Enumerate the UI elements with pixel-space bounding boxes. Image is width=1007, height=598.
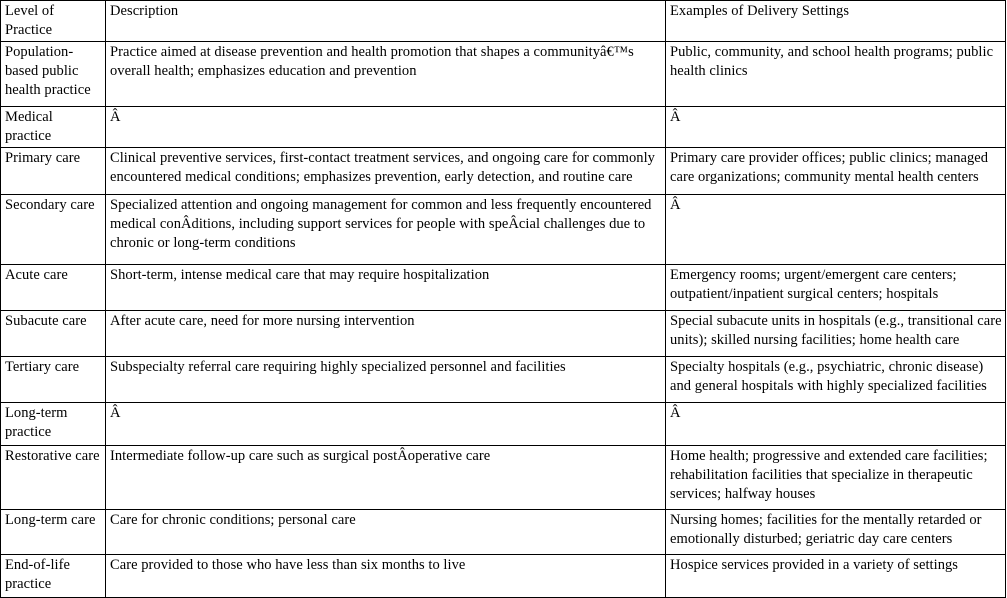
table-row	[1, 107, 1006, 148]
cell-description	[106, 195, 666, 265]
cell-level	[1, 195, 106, 265]
cell-text-description: Practice aimed at disease prevention and health promotion that shapes a communityâ€™s overall health; emphasizes education and prevention	[110, 44, 634, 79]
cell-description	[106, 403, 666, 446]
cell-text-settings: Â	[670, 197, 681, 213]
column-header-description	[106, 1, 666, 42]
cell-settings	[666, 107, 1006, 148]
cell-level	[1, 42, 106, 107]
cell-description	[106, 311, 666, 357]
cell-text-description: Â	[110, 109, 121, 125]
table-row	[1, 555, 1006, 598]
cell-text-settings: Emergency rooms; urgent/emergent care centers; outpatient/inpatient surgical centers; hospitals	[670, 267, 957, 302]
cell-text-level: End-of-life practice	[5, 557, 70, 592]
cell-description	[106, 148, 666, 195]
cell-text-description: Care for chronic conditions; personal care	[110, 512, 356, 528]
cell-settings	[666, 446, 1006, 510]
cell-text-description: Specialized attention and ongoing management for common and less frequently encountered medical conÂditions, including support services for people with speÂcial challenges due to chronic or long-term conditions	[110, 197, 652, 251]
cell-text-level: Tertiary care	[5, 359, 80, 375]
table-row	[1, 403, 1006, 446]
column-header-label: Level of Practice	[5, 3, 55, 38]
cell-description	[106, 510, 666, 555]
cell-text-level: Restorative care	[5, 448, 100, 464]
cell-text-settings: Hospice services provided in a variety of settings	[670, 557, 958, 573]
cell-level	[1, 510, 106, 555]
cell-text-level: Population-based public health practice	[5, 44, 91, 98]
table-row	[1, 148, 1006, 195]
table-row	[1, 42, 1006, 107]
cell-text-level: Long-term care	[5, 512, 96, 528]
cell-text-settings: Â	[670, 405, 681, 421]
cell-description	[106, 265, 666, 311]
cell-settings	[666, 555, 1006, 598]
cell-text-level: Subacute care	[5, 313, 87, 329]
cell-text-settings: Specialty hospitals (e.g., psychiatric, chronic disease) and general hospitals with highly specialized facilities	[670, 359, 987, 394]
cell-text-level: Acute care	[5, 267, 68, 283]
column-header-label: Description	[110, 3, 179, 19]
cell-settings	[666, 195, 1006, 265]
cell-settings	[666, 403, 1006, 446]
column-header-level-of-practice	[1, 1, 106, 42]
cell-settings	[666, 148, 1006, 195]
cell-text-settings: Public, community, and school health programs; public health clinics	[670, 44, 994, 79]
table-header-row	[1, 1, 1006, 42]
table-row	[1, 311, 1006, 357]
cell-level	[1, 148, 106, 195]
cell-text-description: After acute care, need for more nursing intervention	[110, 313, 415, 329]
cell-text-description: Clinical preventive services, first-contact treatment services, and ongoing care for commonly encountered medical conditions; emphasizes prevention, early detection, and routine care	[110, 150, 655, 185]
table-row	[1, 446, 1006, 510]
table-row	[1, 357, 1006, 403]
cell-text-level: Medical practice	[5, 109, 53, 144]
cell-level	[1, 107, 106, 148]
cell-description	[106, 357, 666, 403]
cell-description	[106, 107, 666, 148]
column-header-label: Examples of Delivery Settings	[670, 3, 850, 19]
cell-description	[106, 446, 666, 510]
table-row	[1, 510, 1006, 555]
cell-settings	[666, 357, 1006, 403]
cell-level	[1, 265, 106, 311]
cell-text-description: Care provided to those who have less than six months to live	[110, 557, 466, 573]
cell-text-settings: Â	[670, 109, 681, 125]
cell-text-description: Subspecialty referral care requiring highly specialized personnel and facilities	[110, 359, 566, 375]
column-header-examples-of-delivery-settings	[666, 1, 1006, 42]
cell-text-level: Primary care	[5, 150, 81, 166]
cell-level	[1, 555, 106, 598]
cell-settings	[666, 311, 1006, 357]
cell-text-settings: Special subacute units in hospitals (e.g., transitional care units); skilled nursing facilities; home health care	[670, 313, 1002, 348]
cell-description	[106, 42, 666, 107]
table-body	[1, 1, 1006, 598]
cell-text-level: Long-term practice	[5, 405, 68, 440]
cell-text-description: Intermediate follow-up care such as surgical postÂoperative care	[110, 448, 491, 464]
cell-settings	[666, 510, 1006, 555]
cell-text-level: Secondary care	[5, 197, 95, 213]
cell-settings	[666, 42, 1006, 107]
table-row	[1, 265, 1006, 311]
cell-level	[1, 446, 106, 510]
cell-settings	[666, 265, 1006, 311]
cell-text-settings: Primary care provider offices; public clinics; managed care organizations; community mental health centers	[670, 150, 989, 185]
cell-text-description: Short-term, intense medical care that may require hospitalization	[110, 267, 490, 283]
table-row	[1, 195, 1006, 265]
cell-text-description: Â	[110, 405, 121, 421]
cell-level	[1, 403, 106, 446]
cell-level	[1, 311, 106, 357]
cell-level	[1, 357, 106, 403]
cell-description	[106, 555, 666, 598]
cell-text-settings: Nursing homes; facilities for the mentally retarded or emotionally disturbed; geriatric day care centers	[670, 512, 982, 547]
cell-text-settings: Home health; progressive and extended care facilities; rehabilitation facilities that specialize in therapeutic services; halfway houses	[670, 448, 988, 502]
